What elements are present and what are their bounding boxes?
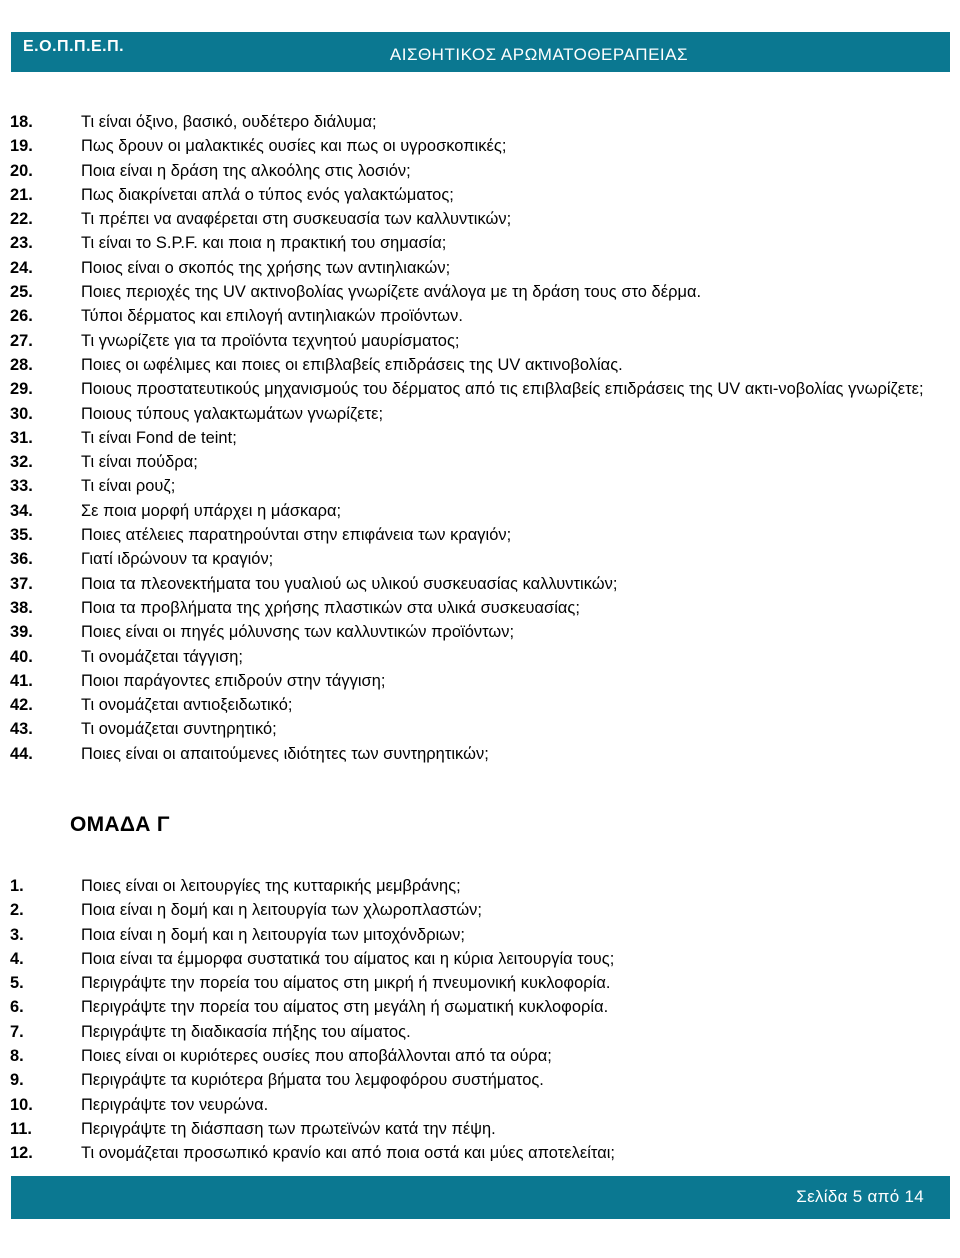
question-text: Πως διακρίνεται απλά ο τύπος ενός γαλακτώματος; [81,185,454,204]
question-item [10,1093,950,1117]
question-text: Τι είναι Fond de teint; [81,428,237,447]
question-item [10,742,950,766]
question-text: Τι ονομάζεται προσωπικό κρανίο και από ποια οστά και μύες αποτελείται; [81,1144,616,1163]
question-text: Τι είναι ρουζ; [81,477,176,496]
question-number: 22. [10,210,33,229]
question-number: 38. [10,598,33,617]
question-item [10,874,950,898]
question-text: Ποια είναι η δομή και η λειτουργία των χλωροπλαστών; [81,901,483,920]
question-item [10,693,950,717]
question-text: Ποιες είναι οι λειτουργίες της κυτταρικής μεμβράνης; [81,877,461,895]
question-number: 40. [10,647,33,666]
question-item [10,474,950,498]
question-item [10,256,950,280]
question-number: 20. [10,161,33,180]
question-text: Τι είναι το S.P.F. και ποια η πρακτική του σημασία; [81,234,447,253]
question-text: Τι είναι πούδρα; [81,453,198,472]
question-text: Περιγράψτε τη διαδικασία πήξης του αίματος. [81,1022,411,1041]
question-item [10,898,950,922]
question-text: Ποιες ατέλειες παρατηρούνται στην επιφάνεια των κραγιόν; [81,526,512,545]
question-text: Ποιους τύπους γαλακτωμάτων γνωρίζετε; [81,404,384,423]
question-number: 19. [10,137,33,156]
question-item [10,717,950,741]
question-number: 37. [10,574,33,593]
question-item [10,923,950,947]
question-number: 31. [10,428,33,447]
question-text: Ποια είναι η δράση της αλκοόλης στις λοσιόν; [81,161,411,180]
question-number: 33. [10,477,33,496]
question-number: 4. [10,949,24,968]
question-item [10,231,950,255]
question-number: 42. [10,696,33,715]
question-number: 18. [10,113,33,131]
question-text: Τύποι δέρματος και επιλογή αντιηλιακών προϊόντων. [81,307,463,326]
question-item [10,1068,950,1092]
question-item [10,596,950,620]
question-item [10,645,950,669]
question-text: Ποια τα πλεονεκτήματα του γυαλιού ως υλικού συσκευασίας καλλυντικών; [81,574,618,593]
question-item [10,402,950,426]
question-item [10,450,950,474]
question-number: 41. [10,671,33,690]
question-text: Ποιοι παράγοντες επιδρούν στην τάγγιση; [81,671,386,690]
question-item [10,1020,950,1044]
question-number: 25. [10,283,33,302]
question-item [10,620,950,644]
page-footer [11,1176,950,1219]
question-item [10,499,950,523]
question-item [10,377,950,401]
question-number: 44. [10,744,33,763]
question-text: Τι ονομάζεται τάγγιση; [81,647,244,666]
question-text: Περιγράψτε τον νευρώνα. [81,1095,269,1114]
question-number: 26. [10,307,33,326]
question-number: 39. [10,623,33,642]
question-text: Ποιες είναι οι απαιτούμενες ιδιότητες των συντηρητικών; [81,744,489,763]
question-item [10,280,950,304]
question-number: 2. [10,901,24,920]
question-item [10,110,950,134]
question-text: Ποιες περιοχές της UV ακτινοβολίας γνωρίζετε ανάλογα με τη δράση τους στο δέρμα. [81,283,702,302]
question-item [10,572,950,596]
question-item [10,947,950,971]
question-text: Περιγράψτε την πορεία του αίματος στη μικρή ή πνευμονική κυκλοφορία. [81,974,611,993]
question-number: 28. [10,355,33,374]
question-number: 5. [10,974,24,993]
page-header [11,32,950,72]
question-number: 10. [10,1095,33,1114]
question-number: 43. [10,720,33,739]
question-text: Ποια τα προβλήματα της χρήσης πλαστικών στα υλικά συσκευασίας; [81,598,580,617]
question-item [10,995,950,1019]
header-organization: Ε.Ο.Π.Π.Ε.Π. [23,38,125,55]
question-number: 32. [10,453,33,472]
question-item [10,1044,950,1068]
question-number: 3. [10,925,24,944]
question-text: Περιγράψτε την πορεία του αίματος στη μεγάλη ή σωματική κυκλοφορία. [81,998,609,1017]
question-item [10,207,950,231]
question-number: 8. [10,1047,24,1066]
question-item [10,426,950,450]
question-number: 11. [10,1119,32,1138]
question-number: 1. [10,877,24,895]
question-text: Τι γνωρίζετε για τα προϊόντα τεχνητού μαυρίσματος; [81,331,460,350]
question-text: Τι πρέπει να αναφέρεται στη συσκευασία των καλλυντικών; [81,210,512,229]
question-text: Πως δρουν οι μαλακτικές ουσίες και πως οι υγροσκοπικές; [81,137,507,156]
question-number: 23. [10,234,33,253]
question-item [10,547,950,571]
question-item [10,1117,950,1141]
question-number: 12. [10,1144,33,1163]
question-number: 9. [10,1071,24,1090]
question-text: Ποια είναι τα έμμορφα συστατικά του αίματος και η κύρια λειτουργία τους; [81,949,615,968]
question-text: Περιγράψτε τη διάσπαση των πρωτεϊνών κατά την πέψη. [81,1119,496,1138]
question-number: 30. [10,404,33,423]
question-item [10,669,950,693]
question-number: 24. [10,258,33,277]
question-item [10,1141,950,1165]
question-number: 6. [10,998,24,1017]
question-number: 35. [10,526,33,545]
question-text: Τι ονομάζεται αντιοξειδωτικό; [81,696,293,715]
question-text: Περιγράψτε τα κυριότερα βήματα του λεμφοφόρου συστήματος. [81,1071,544,1090]
page-number: Σελίδα 5 από 14 [796,1187,924,1206]
question-text: Γιατί ιδρώνουν τα κραγιόν; [81,550,274,569]
question-text: Τι είναι όξινο, βασικό, ουδέτερο διάλυμα; [81,113,377,131]
question-item [10,329,950,353]
question-item [10,183,950,207]
question-item [10,134,950,158]
question-item [10,523,950,547]
question-text: Ποιες οι ωφέλιμες και ποιες οι επιβλαβείς επιδράσεις της UV ακτινοβολίας. [81,355,623,374]
question-number: 21. [10,185,33,204]
question-text: Ποιες είναι οι πηγές μόλυνσης των καλλυντικών προϊόντων; [81,623,515,642]
question-text: Ποιους προστατευτικούς μηχανισμούς του δέρματος από τις επιβλαβείς επιδράσεις της UV ακτι-νοβολίας γνωρίζετε; [81,380,924,399]
question-number: 36. [10,550,33,569]
question-item [10,353,950,377]
question-item [10,304,950,328]
question-number: 27. [10,331,33,350]
question-text: Ποια είναι η δομή και η λειτουργία των μιτοχόνδριων; [81,925,465,944]
question-number: 29. [10,380,33,399]
question-list-part2 [10,874,950,1166]
question-list-part1 [10,110,950,766]
question-number: 34. [10,501,33,520]
question-text: Ποιος είναι ο σκοπός της χρήσης των αντιηλιακών; [81,258,451,277]
question-item [10,159,950,183]
section-heading: ΟΜΑΔΑ Γ [70,813,170,836]
question-text: Τι ονομάζεται συντηρητικό; [81,720,277,739]
question-text: Σε ποια μορφή υπάρχει η μάσκαρα; [81,501,342,520]
question-item [10,971,950,995]
question-text: Ποιες είναι οι κυριότερες ουσίες που αποβάλλονται από τα ούρα; [81,1047,552,1066]
question-number: 7. [10,1022,24,1041]
header-course-title: ΑΙΣΘΗΤΙΚΟΣ ΑΡΩΜΑΤΟΘΕΡΑΠΕΙΑΣ [389,45,688,64]
